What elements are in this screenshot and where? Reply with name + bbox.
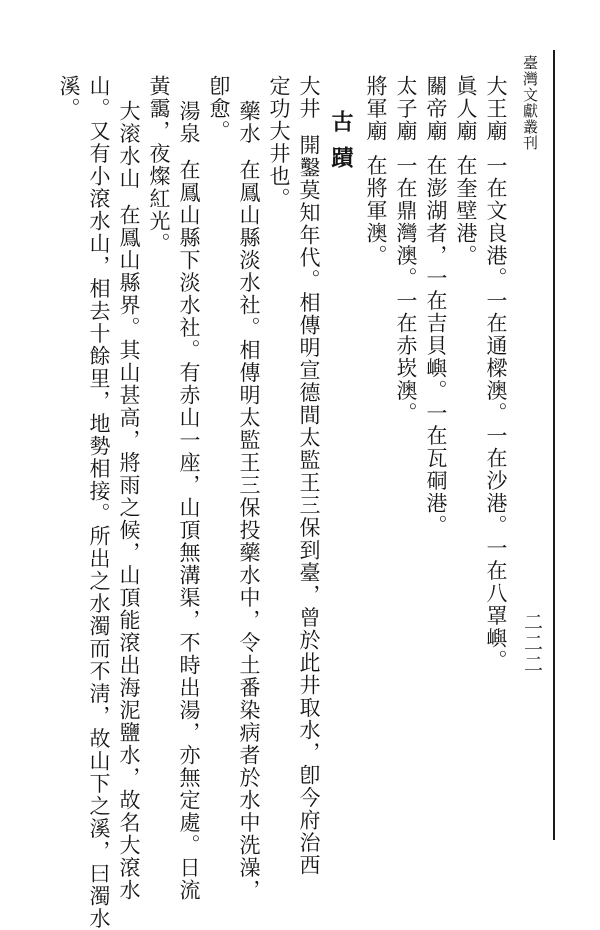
entry-name: 藥水 xyxy=(237,100,261,145)
temple-name: 眞人廟 xyxy=(454,75,478,143)
temple-entry-zhenren xyxy=(455,75,476,267)
temple-text: 在奎壁港。 xyxy=(454,154,478,267)
temple-text: 一在文良港。一在通樑澳。一在沙港。一在八罩嶼。 xyxy=(484,154,508,672)
entry-name: 大滚水山 xyxy=(117,100,141,190)
entry-tangquan-line-2: 黃靄，夜燦紅光。 xyxy=(147,75,171,255)
temple-entry-jiangjun xyxy=(365,75,386,267)
entry-yaoshui-line-1 xyxy=(238,100,259,902)
temple-text: 一在鼎灣澳。一在赤崁澳。 xyxy=(394,154,418,425)
temple-entry-taizi xyxy=(395,75,416,425)
entry-text: 在鳳山縣界。其山甚高，將雨之候，山頂能滾出海泥鹽水，故名大滾水 xyxy=(117,204,141,902)
entry-text: 在鳳山縣下淡水社。有赤山一座，山頂無溝渠，不時出湯，亦無定處。日流 xyxy=(177,159,201,902)
entry-text: 開鑿莫知年代。相傳明宣德間太監王三保到臺，曾於此井取水，卽今府治西 xyxy=(297,134,321,877)
entry-text: 在鳳山縣淡水社。相傳明太監王三保投藥水中，令土番染病者於水中洗澡， xyxy=(237,159,261,902)
entry-dajing-line-1 xyxy=(298,75,319,877)
header-rule xyxy=(553,50,555,840)
running-header-title: 臺灣文獻叢刊 xyxy=(521,55,539,151)
entry-dagunshuishan-line-1 xyxy=(118,100,139,902)
entry-dajing-line-2: 定功大井也。 xyxy=(267,75,291,210)
temple-name: 關帝廟 xyxy=(424,75,448,143)
temple-name: 大王廟 xyxy=(484,75,508,143)
section-title: 古蹟 xyxy=(328,110,354,182)
temple-text: 在將軍澳。 xyxy=(364,154,388,267)
temple-text: 在澎湖者，一在吉貝嶼。一在瓦硐港。 xyxy=(424,154,448,537)
temple-entry-dawang xyxy=(485,75,506,672)
entry-dagunshuishan-line-2: 山。又有小滾水山，相去十餘里，地勢相接。所出之水濁而不淸，故山下之溪，曰濁水 xyxy=(87,75,111,930)
entry-yaoshui-line-2: 卽愈。 xyxy=(207,75,231,143)
temple-name: 將軍廟 xyxy=(364,75,388,143)
entry-dagunshuishan-line-3: 溪。 xyxy=(57,75,81,120)
temple-name: 太子廟 xyxy=(394,75,418,143)
entry-name: 大井 xyxy=(297,75,321,120)
temple-entry-guandi xyxy=(425,75,446,537)
entry-tangquan-line-1 xyxy=(178,100,199,902)
page-number: 二二二 xyxy=(521,612,543,675)
entry-name: 湯泉 xyxy=(177,100,201,145)
